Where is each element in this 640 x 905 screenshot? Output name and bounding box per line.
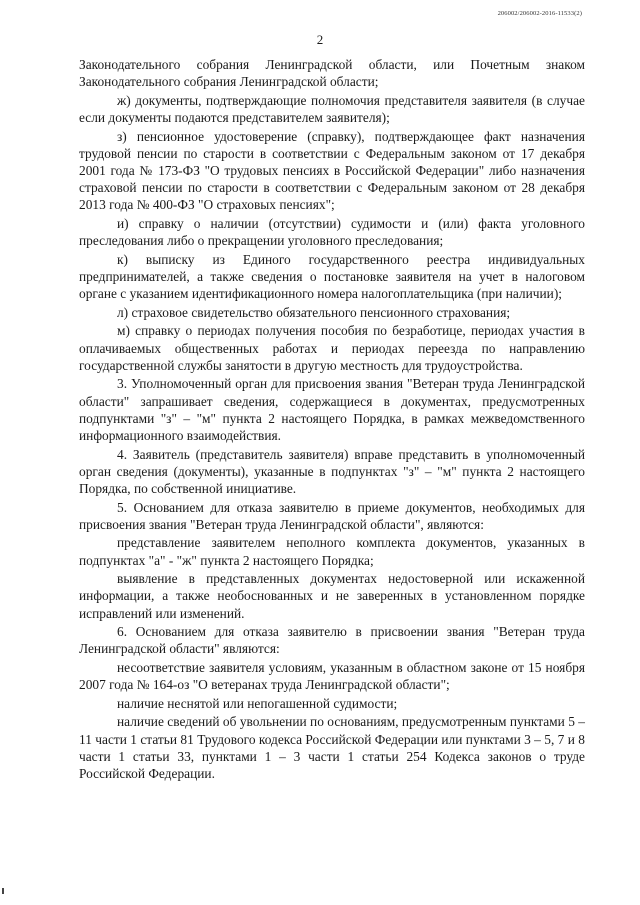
paragraph-item-k: к) выписку из Единого государственного реестра индивидуальных предпринимателей, а также сведения о постановке заявителя на учет в налоговом органе с указанием идентификационного номера налогоплательщика (при наличии); — [79, 251, 585, 302]
paragraph-clause-5-reason-1: представление заявителем неполного комплекта документов, указанных в подпунктах "а" - "ж" пункта 2 настоящего Порядка; — [79, 535, 585, 568]
paragraph-clause-6: 6. Основанием для отказа заявителю в присвоении звания "Ветеран труда Ленинградской области" являются: — [79, 624, 585, 657]
paragraph-item-l: л) страховое свидетельство обязательного пенсионного страхования; — [117, 304, 511, 320]
document-body — [79, 56, 585, 784]
paragraph-clause-6-reason-1: несоответствие заявителя условиям, указанным в областном законе от 15 ноября 2007 года № 164-оз "О ветеранах труда Ленинградской области"; — [79, 659, 585, 693]
paragraph-clause-5: 5. Основанием для отказа заявителю в приеме документов, необходимых для присвоения звания "Ветеран труда Ленинградской области", являются: — [79, 499, 585, 532]
paragraph-item-z: з) пенсионное удостоверение (справку), подтверждающее факт назначения трудовой пенсии по старости в соответствии с Федеральным законом от 17 декабря 2001 года № 173-ФЗ "О трудовых пенсиях в Российской Федерации" либо назначения страховой пенсии по старости в соответствии с Федеральным законом от 28 декабря 2013 года № 400-ФЗ "О страховых пенсиях"; — [79, 128, 585, 213]
paragraph-clause-6-reason-3: наличие сведений об увольнении по основаниям, предусмотренным пунктами 5 – 11 части 1 статьи 81 Трудового кодекса Российской Федерации или пунктами 3 – 5, 7 и 8 части 1 статьи 33, пунктами 1 – 3 части 1 статьи 254 Кодекса законов о труде Российской Федерации. — [79, 714, 585, 781]
page-number: 2 — [316, 32, 324, 47]
paragraph-clause-3: 3. Уполномоченный орган для присвоения звания "Ветеран труда Ленинградской области" запрашивает сведения, содержащиеся в документах, предусмотренных подпунктами "з" – "м" пункта 2 настоящего Порядка, в рамках межведомственного информационного взаимодействия. — [79, 376, 585, 443]
paragraph-item-m: м) справку о периодах получения пособия по безработице, периодах участия в оплачиваемых общественных работах и периодах переезда по направлению государственной службы занятости в другую местность для трудоустройства. — [79, 323, 585, 373]
scan-edge-mark — [2, 888, 4, 894]
paragraph-item-i: и) справку о наличии (отсутствии) судимости и (или) факта уголовного преследования либо о прекращении уголовного преследования; — [79, 216, 585, 249]
paragraph-clause-5-reason-2: выявление в представленных документах недостоверной или искаженной информации, а также необоснованных и не заверенных в установленном порядке исправлений или изменений. — [79, 571, 585, 621]
paragraph-item-zh: ж) документы, подтверждающие полномочия представителя заявителя (в случае если документы подаются представителем заявителя); — [79, 92, 585, 125]
paragraph-clause-6-reason-2: наличие неснятой или непогашенной судимости; — [117, 695, 398, 711]
document-id: 206002/206002-2016-11533(2) — [497, 10, 582, 17]
paragraph-clause-4: 4. Заявитель (представитель заявителя) вправе представить в уполномоченный орган сведения (документы), указанные в подпунктах "з" – "м" пункта 2 настоящего Порядка, по собственной инициативе. — [79, 446, 585, 496]
paragraph-continuation: Законодательного собрания Ленинградской области, или Почетным знаком Законодательного собрания Ленинградской области; — [79, 57, 585, 90]
